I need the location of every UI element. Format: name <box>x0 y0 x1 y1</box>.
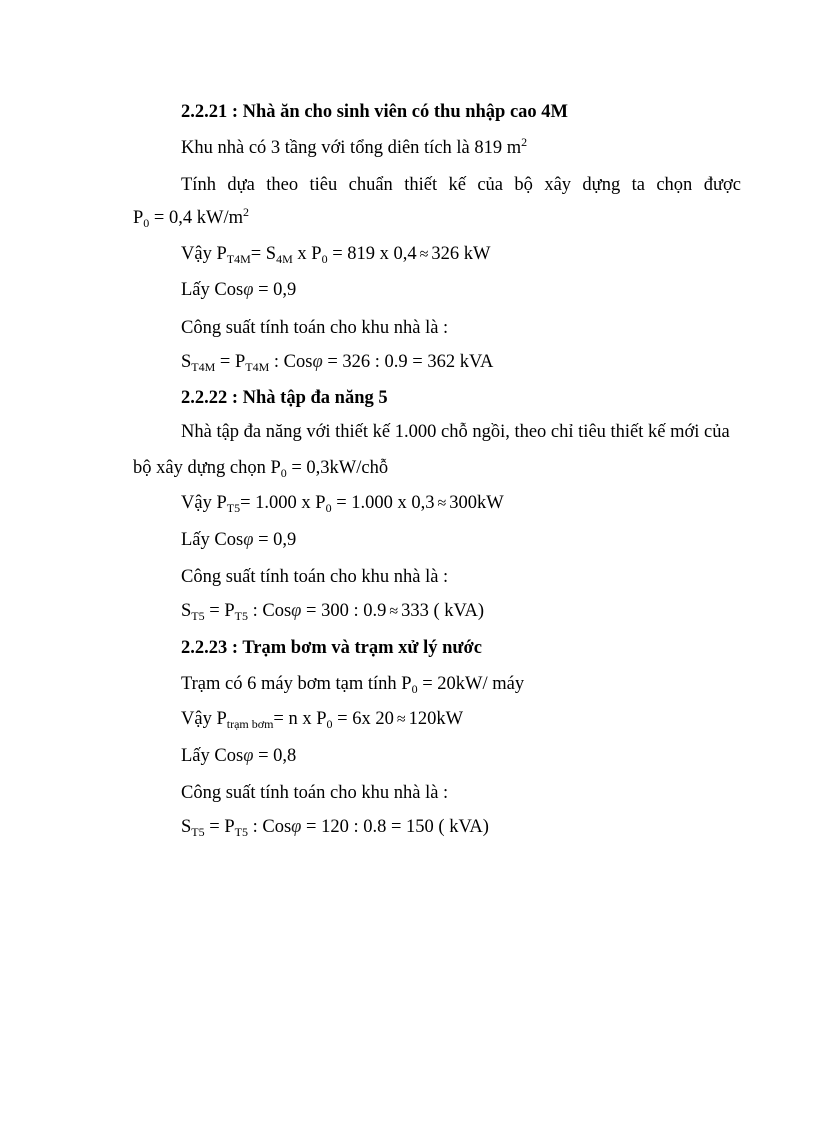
text-run: = 0,9 <box>253 280 297 300</box>
criteria-word: ta <box>631 175 645 195</box>
text-run: bộ xây dựng chọn P <box>133 458 281 478</box>
criteria-word: dựng <box>582 175 621 195</box>
calc-line-s21 <box>181 243 491 266</box>
apparent-power-line-s22 <box>181 600 484 623</box>
subscript: 4M <box>276 252 293 266</box>
subscript: 0 <box>411 682 418 696</box>
subscript: T5 <box>234 825 248 839</box>
text-run: 333 ( kVA) <box>401 601 485 621</box>
text-run: 120kW <box>408 709 464 729</box>
criteria-word: kế <box>448 175 466 195</box>
text-run: Vậy P <box>181 709 227 729</box>
area-line <box>181 137 527 159</box>
area-text: Khu nhà có 3 tầng với tổng diên tích là 819 m <box>181 138 522 158</box>
text-run: Vậy P <box>181 493 227 513</box>
subscript: 0 <box>321 252 328 266</box>
text-run: = 326 : 0.9 = 362 kVA <box>322 352 494 372</box>
phi-symbol: φ <box>243 530 254 550</box>
subscript: T5 <box>191 609 205 623</box>
text-run: : Cos <box>269 352 313 372</box>
text-run: x P <box>292 244 322 264</box>
criteria-word: của <box>477 175 504 195</box>
text-run: 326 kW <box>431 244 491 264</box>
desc-line-1-s22: Nhà tập đa năng với thiết kế 1.000 chỗ ngồi, theo chỉ tiêu thiết kế mới của <box>181 422 730 442</box>
subscript: 0 <box>326 717 333 731</box>
subscript: T4M <box>245 360 270 374</box>
text-run: = 1.000 x 0,3 <box>331 493 435 513</box>
power-label-s22: Công suất tính toán cho khu nhà là : <box>181 567 449 587</box>
text-run: = 300 : 0.9 <box>301 601 387 621</box>
desc-line-2-s22 <box>133 457 388 479</box>
approx-symbol: ≈ <box>396 711 406 728</box>
calc-line-s23 <box>181 708 463 731</box>
text-run: = S <box>250 244 277 264</box>
text-run: = n x P <box>273 709 327 729</box>
criteria-word: theo <box>266 175 299 195</box>
text-run: S <box>181 601 192 621</box>
text-run: = 6x 20 <box>332 709 394 729</box>
subscript: T5 <box>191 825 205 839</box>
text-run: = 20kW/ máy <box>417 674 525 694</box>
desc-line-s23 <box>181 673 524 695</box>
criteria-word: dựa <box>227 175 255 195</box>
subscript: 0 <box>280 466 287 480</box>
phi-symbol: φ <box>243 746 254 766</box>
subscript: T5 <box>234 609 248 623</box>
apparent-power-line-s21 <box>181 351 493 373</box>
criteria-word: Tính <box>181 175 216 195</box>
text-run: Lấy Cos <box>181 746 244 766</box>
text-run: = 0,3kW/chỗ <box>286 458 389 478</box>
text-run: = 0,4 kW/m <box>149 208 243 228</box>
section-heading-2-2-21: 2.2.21 : Nhà ăn cho sinh viên có thu nhập cao 4M <box>181 102 569 122</box>
subscript: T4M <box>191 360 216 374</box>
criteria-word: thiết <box>404 175 438 195</box>
text-run: = 0,9 <box>253 530 297 550</box>
section-heading-2-2-22: 2.2.22 : Nhà tập đa năng 5 <box>181 388 388 408</box>
subscript: trạm bơm <box>226 717 274 731</box>
text-run: = 0,8 <box>253 746 297 766</box>
text-run: : Cos <box>247 817 292 837</box>
text-run: = 120 : 0.8 = 150 ( kVA) <box>301 817 489 837</box>
apparent-power-line-s23 <box>181 816 489 838</box>
subscript: 0 <box>143 216 150 230</box>
phi-symbol: φ <box>312 352 323 372</box>
criteria-word: bộ <box>514 175 533 195</box>
approx-symbol: ≈ <box>389 603 399 620</box>
criteria-word: xây <box>544 175 572 195</box>
criteria-line <box>181 174 741 196</box>
text-run: = P <box>215 352 246 372</box>
criteria-word: chuẩn <box>348 175 393 195</box>
criteria-word: tiêu <box>309 175 338 195</box>
text-run: Vậy P <box>181 244 227 264</box>
text-run: P <box>133 208 144 228</box>
criteria-word: được <box>703 175 741 195</box>
phi-symbol: φ <box>243 280 254 300</box>
subscript: T5 <box>226 501 241 515</box>
text-run: = P <box>204 817 235 837</box>
section-heading-2-2-23: 2.2.23 : Trạm bơm và trạm xử lý nước <box>181 638 482 658</box>
text-run: S <box>181 352 192 372</box>
power-label-s21: Công suất tính toán cho khu nhà là : <box>181 318 449 338</box>
criteria-word: chọn <box>656 175 693 195</box>
text-run: = 1.000 x P <box>240 493 326 513</box>
text-run: S <box>181 817 192 837</box>
cos-line-s22 <box>181 529 296 551</box>
p0-line <box>133 207 249 229</box>
approx-symbol: ≈ <box>419 246 429 263</box>
text-run: Lấy Cos <box>181 530 244 550</box>
subscript: 0 <box>325 501 332 515</box>
text-run: = P <box>204 601 235 621</box>
text-run: Lấy Cos <box>181 280 244 300</box>
phi-symbol: φ <box>291 817 302 837</box>
text-run: = 819 x 0,4 <box>327 244 417 264</box>
cos-line-s21 <box>181 279 296 301</box>
approx-symbol: ≈ <box>437 495 447 512</box>
phi-symbol: φ <box>291 601 302 621</box>
text-run: : Cos <box>247 601 292 621</box>
subscript: T4M <box>226 252 251 266</box>
text-run: Trạm có 6 máy bơm tạm tính P <box>181 674 412 694</box>
superscript: 2 <box>242 205 249 219</box>
cos-line-s23 <box>181 745 296 767</box>
calc-line-s22 <box>181 492 504 515</box>
power-label-s23: Công suất tính toán cho khu nhà là : <box>181 783 449 803</box>
text-run: 300kW <box>449 493 504 513</box>
area-sup: 2 <box>521 135 528 149</box>
